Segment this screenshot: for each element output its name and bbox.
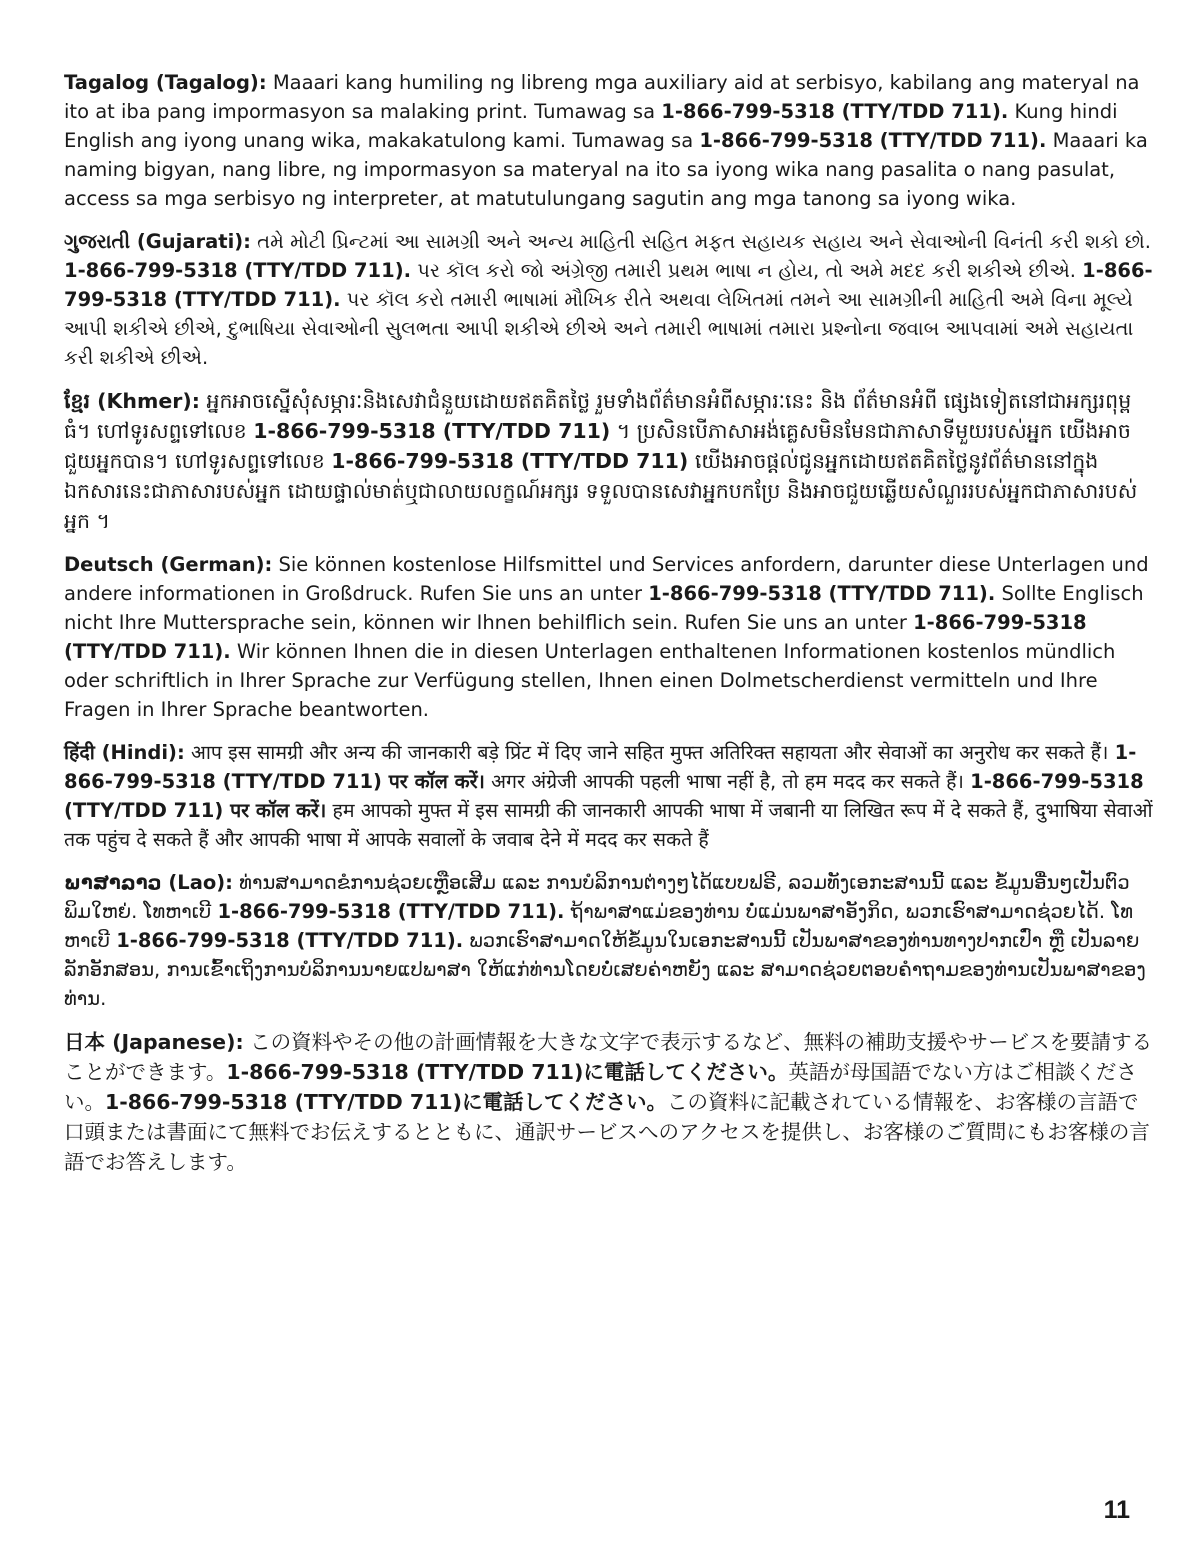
- notice-text: अगर अंग्रेजी आपकी पहली भाषा नहीं है, तो हम मदद कर सकते हैं।: [484, 770, 971, 793]
- section-japanese: [64, 1027, 1154, 1177]
- notice-text: आप इस सामग्री और अन्य की जानकारी बड़े प्रिंट में दिए जाने सहित मुफ्त अतिरिक्त सहायता और सेवाओं का अनुरोध कर सकते हैं।: [184, 741, 1115, 764]
- phone-number: 1-866-799-5318 (TTY/TDD 711) पर कॉल करें।: [64, 741, 1137, 793]
- section-khmer: [64, 386, 1154, 536]
- notice-text: પર કૉલ કરો તમારી ભાષામાં મૌખિક રીતે અથવા લેખિતમાં તમને આ સામગ્રીની માહિતી અમે વિના મૂલ્યે આપી શકીએ છીએ, દુભાષિયા સેવાઓની સુલભતા આપી શકીએ છીએ અને તમારી ભાષામાં તમારા પ્રશ્નોના જવાબ આપવામાં અમે સહાયતા કરી શકીએ છીએ.: [64, 288, 1134, 369]
- phone-number: 1-866-799-5318 (TTY/TDD 711) पर कॉल करें।: [64, 770, 1144, 822]
- section-gujarati: [64, 227, 1154, 372]
- section-german: [64, 550, 1154, 724]
- notice-text: この資料に記載されている情報を、お客様の言語で口頭または書面にて無料でお伝えするとともに、通訳サービスへのアクセスを提供し、お客様のご質問にもお客様の言語でお答えします。: [64, 1090, 1150, 1174]
- phone-number: 1-866-799-5318 (TTY/TDD 711)に電話してください。: [105, 1090, 668, 1114]
- phone-number: 1-866-799-5318 (TTY/TDD 711).: [64, 259, 412, 282]
- phone-number: 1-866-799-5318 (TTY/TDD 711).: [64, 611, 1087, 663]
- notice-text: យើងអាចផ្តល់ជូនអ្នកដោយឥតគិតថ្លៃនូវព័ត៌មាននៅក្នុងឯកសារនេះជាភាសារបស់អ្នក ដោយផ្ទាល់មាត់ឬជាលាយលក្ខណ៍អក្សរ ទទួលបានសេវាអ្នកបកប្រែ និងអាចជួយឆ្លើយសំណួររបស់អ្នកជាភាសារបស់អ្នក ។: [64, 449, 1138, 533]
- language-label: ગુજરાતી (Gujarati):: [64, 230, 251, 253]
- notice-text: ຖ້າພາສາແມ່ຂອງທ່ານ ບໍ່ແມ່ນພາສາອັງກິດ, ພວກເຮົາສາມາດຊ່ວຍໄດ້. ໂທຫາເບີ: [64, 900, 1133, 952]
- notice-text: ។ ប្រសិនបើភាសាអង់គ្លេសមិនមែនជាភាសាទីមួយរបស់អ្នក យើងអាចជួយអ្នកបាន។ ហៅទូរសព្ទទៅលេខ: [64, 419, 1131, 473]
- language-label: Deutsch (German):: [64, 553, 273, 576]
- notice-text: អ្នកអាចស្នើសុំសម្ភារៈនិងសេវាជំនួយដោយឥតគិតថ្លៃ រួមទាំងព័ត៌មានអំពីសម្ភារៈនេះ និង ព័ត៌មានអំពី ផ្សេងទៀតនៅជាអក្សរពុម្ពធំ។ ហៅទូរសព្ទទៅលេខ: [64, 389, 1132, 443]
- phone-number: 1-866-799-5318 (TTY/TDD 711).: [64, 259, 1153, 311]
- notice-text: ພວກເຮົາສາມາດໃຫ້ຂໍ້ມູນໃນເອກະສານນີ້ ເປັນພາສາຂອງທ່ານທາງປາກເປົ່າ ຫຼື ເປັນລາຍລັກອັກສອນ, ການເຂົ້າເຖິງການບໍລິການນາຍແປພາສາ ໃຫ້ແກ່ທ່ານໂດຍບໍ່ເສຍຄ່າຫຍັງ ແລະ ສາມາດຊ່ວຍຕອບຄໍາຖາມຂອງທ່ານເປັນພາສາຂອງທ່ານ.: [64, 929, 1146, 1010]
- phone-number: 1-866-799-5318 (TTY/TDD 711).: [217, 900, 565, 923]
- phone-number: 1-866-799-5318 (TTY/TDD 711)に電話してください。: [226, 1060, 789, 1084]
- notice-text: ທ່ານສາມາດຂໍການຊ່ວຍເຫຼືອເສີມ ແລະ ການບໍລິການຕ່າງໆໄດ້ແບບຟຣີ, ລວມທັງເອກະສານນີ້ ແລະ ຂໍ້ມູນອື່ນໆເປັນຕົວພິມໃຫຍ່. ໂທຫາເບີ: [64, 871, 1130, 923]
- phone-number: 1-866-799-5318 (TTY/TDD 711).: [699, 129, 1047, 152]
- page-number: 11: [1103, 1496, 1130, 1524]
- phone-number: 1-866-799-5318 (TTY/TDD 711).: [661, 100, 1009, 123]
- notice-text: Kung hindi English ang iyong unang wika, makakatulong kami. Tumawag sa: [64, 100, 1118, 152]
- language-assistance-notice: [64, 68, 1154, 1191]
- notice-text: Sollte Englisch nicht Ihre Muttersprache sein, können wir Ihnen behilflich sein. Rufen Sie uns an unter: [64, 582, 1144, 634]
- notice-text: Sie können kostenlose Hilfsmittel und Services anfordern, darunter diese Unterlagen und andere informationen in Großdruck. Rufen Sie uns an unter: [64, 553, 1149, 605]
- phone-number: 1-866-799-5318 (TTY/TDD 711): [331, 449, 689, 473]
- notice-text: તમે મોટી પ્રિન્ટમાં આ સામગ્રી અને અન્ય માહિતી સહિત મફત સહાયક સહાય અને સેવાઓની વિનંતી કરી શકો છો.: [250, 230, 1151, 253]
- notice-text: પર કૉલ કરો જો અંગ્રેજી તમારી પ્રથમ ભાષા ન હોય, તો અમે મદદ કરી શકીએ છીએ.: [411, 259, 1083, 282]
- language-label: 日本 (Japanese):: [64, 1030, 244, 1054]
- phone-number: 1-866-799-5318 (TTY/TDD 711): [253, 419, 611, 443]
- section-tagalog: [64, 68, 1154, 213]
- language-label: हिंदी (Hindi):: [64, 741, 185, 764]
- section-lao: [64, 868, 1154, 1013]
- section-hindi: [64, 738, 1154, 854]
- language-label: Tagalog (Tagalog):: [64, 71, 267, 94]
- notice-text: हम आपको मुफ्त में इस सामग्री की जानकारी आपकी भाषा में जबानी या लिखित रूप में दे सकते हैं, दुभाषिया सेवाओं तक पहुंच दे सकते हैं और आपकी भाषा में आपके सवालों के जवाब देने में मदद कर सकते हैं: [64, 799, 1153, 851]
- phone-number: 1-866-799-5318 (TTY/TDD 711).: [116, 929, 464, 952]
- language-label: ខ្មែរ (Khmer):: [64, 389, 200, 413]
- notice-text: Maaari ka naming bigyan, nang libre, ng impormasyon sa materyal na ito sa iyong wika nang pasalita o nang pasulat, access sa mga serbisyo ng interpreter, at matutulungang sagutin ang mga tanong sa iyong wika.: [64, 129, 1148, 210]
- language-label: ພາສາລາວ (Lao):: [64, 871, 233, 894]
- notice-text: 英語が母国語でない方はご相談ください。: [64, 1060, 1137, 1114]
- phone-number: 1-866-799-5318 (TTY/TDD 711).: [648, 582, 996, 605]
- notice-text: Maaari kang humiling ng libreng mga auxiliary aid at serbisyo, kabilang ang materyal na ito at iba pang impormasyon sa malaking print. Tumawag sa: [64, 71, 1140, 123]
- notice-text: Wir können Ihnen die in diesen Unterlagen enthaltenen Informationen kostenlos mündlich oder schriftlich in Ihrer Sprache zur Verfügung stellen, Ihnen einen Dolmetscherdienst vermitteln und Ihre Fragen in Ihrer Sprache beantworten.: [64, 640, 1116, 721]
- notice-text: この資料やその他の計画情報を大きな文字で表示するなど、無料の補助支援やサービスを要請することができます。: [64, 1030, 1153, 1084]
